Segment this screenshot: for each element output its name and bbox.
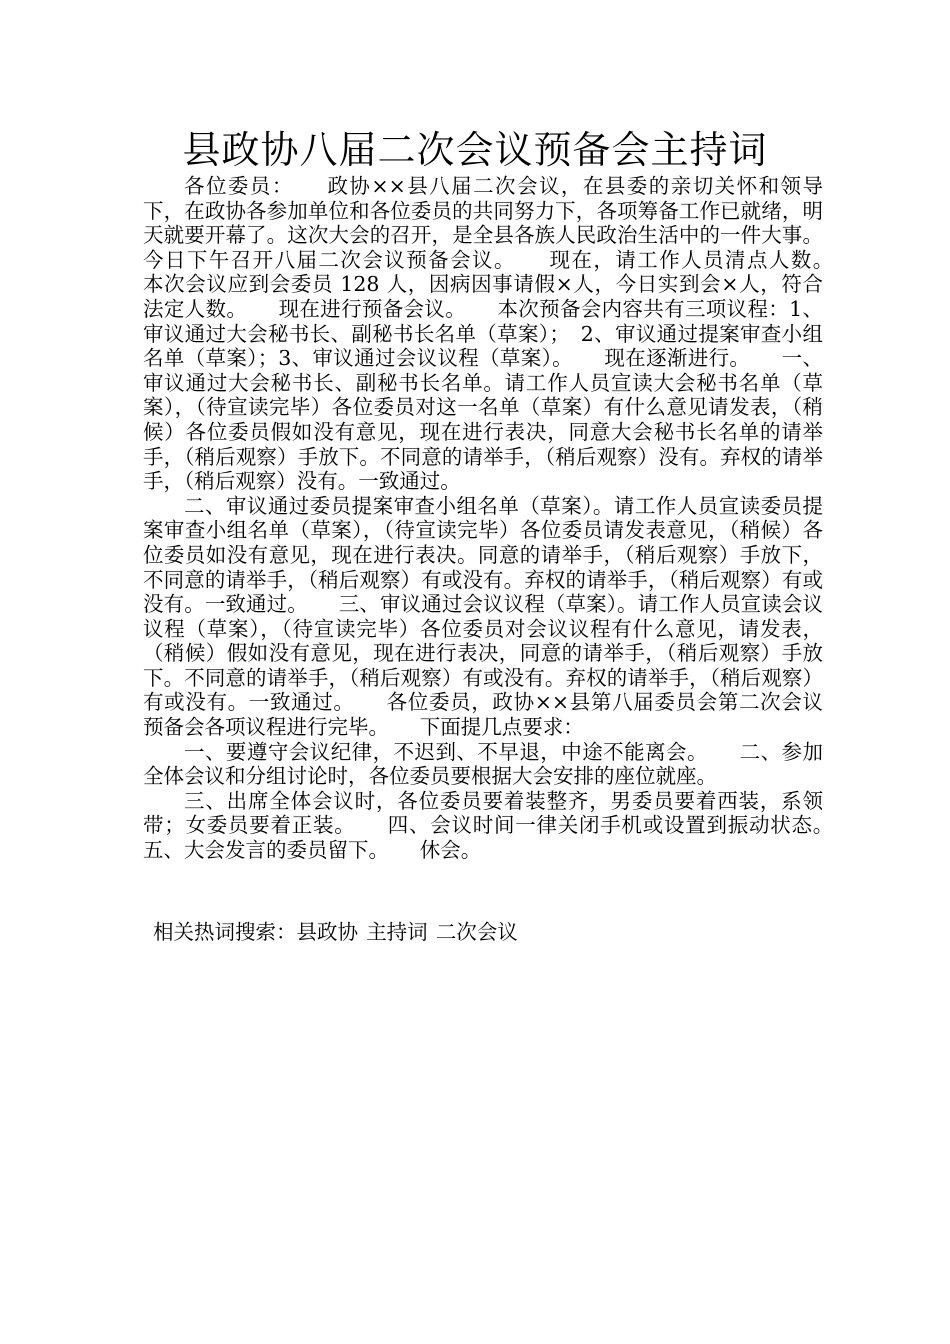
keyword-tag[interactable]: 主持词 bbox=[366, 920, 428, 944]
paragraph: 二、审议通过委员提案审查小组名单（草案）。请工作人员宣读委员提案审查小组名单（草案），（待宣读完毕）各位委员请发表意见，（稍候）各位委员如没有意见，现在进行表决。同意的请举手，（稍后观察）手放下，不同意的请举手，（稍后观察）有或没有。弃权的请举手，（稍后观察）有或没有。一致通过。 三、审议通过会议议程（草案）。请工作人员宣读会议议程（草案），（待宣读完毕）各位委员对会议议程有什么意见，请发表，（稍候）假如没有意见，现在进行表决，同意的请举手，（稍后观察）手放下。不同意的请举手，（稍后观察）有或没有。弃权的请举手，（稍后观察）有或没有。一致通过。 各位委员，政协××县第八届委员会第二次会议预备会各项议程进行完毕。 下面提几点要求： bbox=[143, 493, 823, 740]
related-keywords-label: 相关热词搜索：县政协 bbox=[153, 920, 358, 944]
keyword-tag[interactable]: 二次会议 bbox=[435, 920, 518, 944]
related-keywords bbox=[153, 920, 526, 945]
paragraph: 各位委员： 政协××县八届二次会议，在县委的亲切关怀和领导下，在政协各参加单位和各位委员的共同努力下，各项筹备工作已就绪，明天就要开幕了。这次大会的召开，是全县各族人民政治生活中的一件大事。今日下午召开八届二次会议预备会议。 现在，请工作人员清点人数。 本次会议应到会委员 128 人，因病因事请假×人，今日实到会×人，符合法定人数。 现在进行预备会议。 本次预备会内容共有三项议程：1、审议通过大会秘书长、副秘书长名单（草案）； 2、审议通过提案审查小组名单（草案）；3、审议通过会议议程（草案）。 现在逐渐进行。 一、审议通过大会秘书长、副秘书长名单。请工作人员宣读大会秘书名单（草案），（待宣读完毕）各位委员对这一名单（草案）有什么意见请发表，（稍候）各位委员假如没有意见，现在进行表决，同意大会秘书长名单的请举手，（稍后观察）手放下。不同意的请举手，（稍后观察）没有。弃权的请举手，（稍后观察）没有。一致通过。 bbox=[143, 174, 864, 494]
page-title: 县政协八届二次会议预备会主持词 bbox=[182, 128, 768, 172]
paragraph: 一、要遵守会议纪律，不迟到、不早退，中途不能离会。 二、参加全体会议和分组讨论时，各位委员要根据大会安排的座位就座。 bbox=[143, 739, 823, 789]
document-body bbox=[143, 174, 864, 863]
paragraph: 三、出席全体会议时，各位委员要着装整齐，男委员要着西装，系领带；女委员要着正装。 四、会议时间一律关闭手机或设置到振动状态。 五、大会发言的委员留下。 休会。 bbox=[143, 788, 864, 863]
